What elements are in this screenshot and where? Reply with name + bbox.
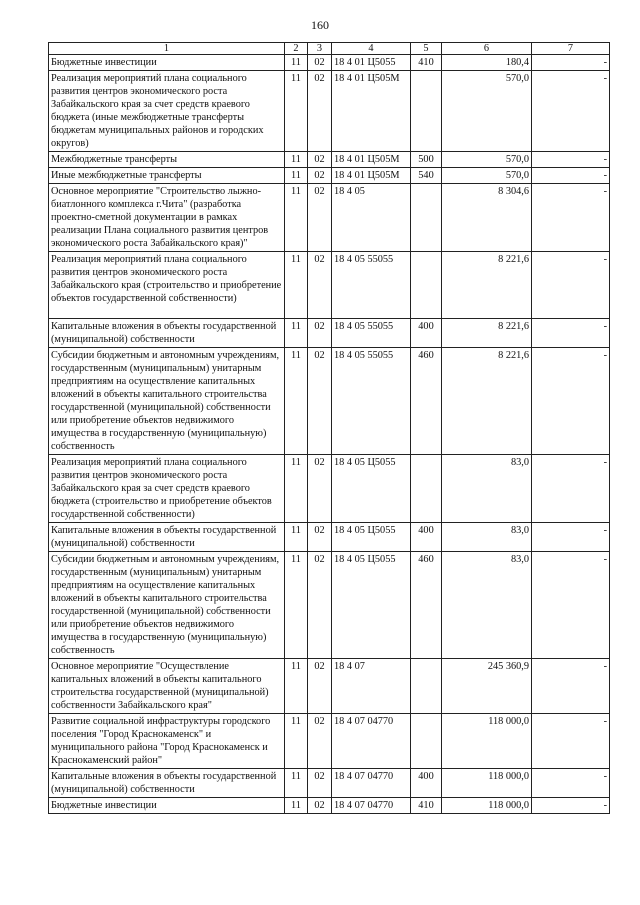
- row-expense-type: 540: [411, 168, 442, 184]
- row-name: Реализация мероприятий плана социального развития центров экономического роста Забайкальского края за счет средств краевого бюджета (иные межбюджетные трансферты бюджетам муниципальных районов и городских округов): [49, 71, 285, 152]
- row-amount: 8 221,6: [442, 348, 532, 455]
- table-row: [49, 659, 610, 714]
- row-section: 11: [285, 455, 308, 523]
- row-name: Субсидии бюджетным и автономным учреждениям, государственным (муниципальным) унитарным предприятиям на осуществление капитальных вложений в объекты капитального строительства государственной (муниципальной) собственности или приобретение объектов недвижимого имущества в государственную (муниципальную) собственность: [49, 552, 285, 659]
- row-col7: -: [532, 55, 610, 71]
- row-col7: -: [532, 348, 610, 455]
- row-subsection: 02: [308, 152, 332, 168]
- table-row: [49, 252, 610, 319]
- row-name: Капитальные вложения в объекты государственной (муниципальной) собственности: [49, 523, 285, 552]
- row-target-code: 18 4 05 55055: [332, 319, 411, 348]
- row-section: 11: [285, 769, 308, 798]
- row-col7: -: [532, 71, 610, 152]
- row-section: 11: [285, 319, 308, 348]
- row-section: 11: [285, 252, 308, 319]
- row-expense-type: [411, 252, 442, 319]
- row-section: 11: [285, 168, 308, 184]
- row-section: 11: [285, 523, 308, 552]
- column-header: 3: [308, 43, 332, 55]
- header-row: [49, 43, 610, 55]
- row-subsection: 02: [308, 523, 332, 552]
- row-expense-type: 460: [411, 348, 442, 455]
- row-amount: 83,0: [442, 552, 532, 659]
- row-section: 11: [285, 348, 308, 455]
- row-col7: -: [532, 798, 610, 814]
- row-section: 11: [285, 55, 308, 71]
- table-row: [49, 552, 610, 659]
- row-subsection: 02: [308, 252, 332, 319]
- row-name: Бюджетные инвестиции: [49, 55, 285, 71]
- row-target-code: 18 4 01 Ц505М: [332, 168, 411, 184]
- row-name: Реализация мероприятий плана социального развития центров экономического роста Забайкальского края за счет средств краевого бюджета (строительство и приобретение объектов государственной собственности): [49, 455, 285, 523]
- row-expense-type: 410: [411, 798, 442, 814]
- row-target-code: 18 4 01 Ц5055: [332, 55, 411, 71]
- row-name: Бюджетные инвестиции: [49, 798, 285, 814]
- row-expense-type: 500: [411, 152, 442, 168]
- row-col7: -: [532, 455, 610, 523]
- row-col7: -: [532, 252, 610, 319]
- table-row: [49, 769, 610, 798]
- table-row: [49, 319, 610, 348]
- row-section: 11: [285, 714, 308, 769]
- table-row: [49, 152, 610, 168]
- row-amount: 570,0: [442, 152, 532, 168]
- row-subsection: 02: [308, 71, 332, 152]
- row-col7: -: [532, 552, 610, 659]
- row-name: Капитальные вложения в объекты государственной (муниципальной) собственности: [49, 319, 285, 348]
- row-expense-type: 410: [411, 55, 442, 71]
- row-target-code: 18 4 07 04770: [332, 714, 411, 769]
- column-header: 2: [285, 43, 308, 55]
- row-target-code: 18 4 05 Ц5055: [332, 523, 411, 552]
- row-col7: -: [532, 714, 610, 769]
- row-target-code: 18 4 07: [332, 659, 411, 714]
- row-name: Основное мероприятие "Осуществление капитальных вложений в объекты капитального строительства государственной (муниципальной) собственности Забайкальского края": [49, 659, 285, 714]
- row-expense-type: 460: [411, 552, 442, 659]
- row-target-code: 18 4 01 Ц505М: [332, 152, 411, 168]
- row-expense-type: [411, 455, 442, 523]
- row-amount: 118 000,0: [442, 769, 532, 798]
- row-section: 11: [285, 659, 308, 714]
- row-subsection: 02: [308, 714, 332, 769]
- row-section: 11: [285, 184, 308, 252]
- row-amount: 245 360,9: [442, 659, 532, 714]
- table-row: [49, 55, 610, 71]
- table-row: [49, 168, 610, 184]
- row-amount: 8 221,6: [442, 319, 532, 348]
- row-name: Развитие социальной инфраструктуры городского поселения "Город Краснокаменск" и муниципального района "Город Краснокаменск и Краснокаменский район": [49, 714, 285, 769]
- table-row: [49, 714, 610, 769]
- row-amount: 8 304,6: [442, 184, 532, 252]
- column-header: 4: [332, 43, 411, 55]
- row-expense-type: [411, 184, 442, 252]
- row-name: Реализация мероприятий плана социального развития центров экономического роста Забайкальского края (строительство и приобретение объектов государственной собственности): [49, 252, 285, 319]
- row-subsection: 02: [308, 168, 332, 184]
- row-amount: 83,0: [442, 523, 532, 552]
- row-target-code: 18 4 07 04770: [332, 798, 411, 814]
- row-subsection: 02: [308, 184, 332, 252]
- row-section: 11: [285, 152, 308, 168]
- column-header: 6: [442, 43, 532, 55]
- row-target-code: 18 4 05: [332, 184, 411, 252]
- table-row: [49, 348, 610, 455]
- row-col7: -: [532, 319, 610, 348]
- row-amount: 570,0: [442, 71, 532, 152]
- row-amount: 118 000,0: [442, 798, 532, 814]
- column-header: 5: [411, 43, 442, 55]
- column-header: 7: [532, 43, 610, 55]
- table-row: [49, 523, 610, 552]
- page-number: 160: [311, 18, 329, 32]
- row-section: 11: [285, 798, 308, 814]
- row-amount: 118 000,0: [442, 714, 532, 769]
- row-subsection: 02: [308, 552, 332, 659]
- row-target-code: 18 4 05 Ц5055: [332, 455, 411, 523]
- row-expense-type: 400: [411, 523, 442, 552]
- row-name: Межбюджетные трансферты: [49, 152, 285, 168]
- row-target-code: 18 4 05 55055: [332, 252, 411, 319]
- row-col7: -: [532, 168, 610, 184]
- row-subsection: 02: [308, 798, 332, 814]
- row-name: Субсидии бюджетным и автономным учреждениям, государственным (муниципальным) унитарным предприятиям на осуществление капитальных вложений в объекты капитального строительства государственной (муниципальной) собственности или приобретение объектов недвижимого имущества в государственную (муниципальную) собственность: [49, 348, 285, 455]
- row-col7: -: [532, 152, 610, 168]
- row-target-code: 18 4 01 Ц505М: [332, 71, 411, 152]
- row-target-code: 18 4 05 55055: [332, 348, 411, 455]
- row-subsection: 02: [308, 769, 332, 798]
- row-amount: 570,0: [442, 168, 532, 184]
- column-header: 1: [49, 43, 285, 55]
- row-section: 11: [285, 71, 308, 152]
- row-section: 11: [285, 552, 308, 659]
- table-row: [49, 184, 610, 252]
- row-expense-type: [411, 659, 442, 714]
- table-row: [49, 798, 610, 814]
- row-name: Иные межбюджетные трансферты: [49, 168, 285, 184]
- row-subsection: 02: [308, 55, 332, 71]
- row-subsection: 02: [308, 659, 332, 714]
- row-col7: -: [532, 659, 610, 714]
- row-amount: 180,4: [442, 55, 532, 71]
- row-col7: -: [532, 523, 610, 552]
- row-subsection: 02: [308, 319, 332, 348]
- row-subsection: 02: [308, 348, 332, 455]
- row-col7: -: [532, 184, 610, 252]
- row-expense-type: [411, 71, 442, 152]
- budget-table: [48, 42, 610, 814]
- row-expense-type: 400: [411, 319, 442, 348]
- row-amount: 8 221,6: [442, 252, 532, 319]
- row-name: Капитальные вложения в объекты государственной (муниципальной) собственности: [49, 769, 285, 798]
- row-expense-type: 400: [411, 769, 442, 798]
- row-target-code: 18 4 05 Ц5055: [332, 552, 411, 659]
- row-amount: 83,0: [442, 455, 532, 523]
- table-row: [49, 71, 610, 152]
- row-name: Основное мероприятие "Строительство лыжно-биатлонного комплекса г.Чита" (разработка проектно-сметной документации в рамках реализации Плана социального развития центров экономического роста Забайкальского края)": [49, 184, 285, 252]
- row-col7: -: [532, 769, 610, 798]
- row-target-code: 18 4 07 04770: [332, 769, 411, 798]
- row-subsection: 02: [308, 455, 332, 523]
- table-row: [49, 455, 610, 523]
- row-expense-type: [411, 714, 442, 769]
